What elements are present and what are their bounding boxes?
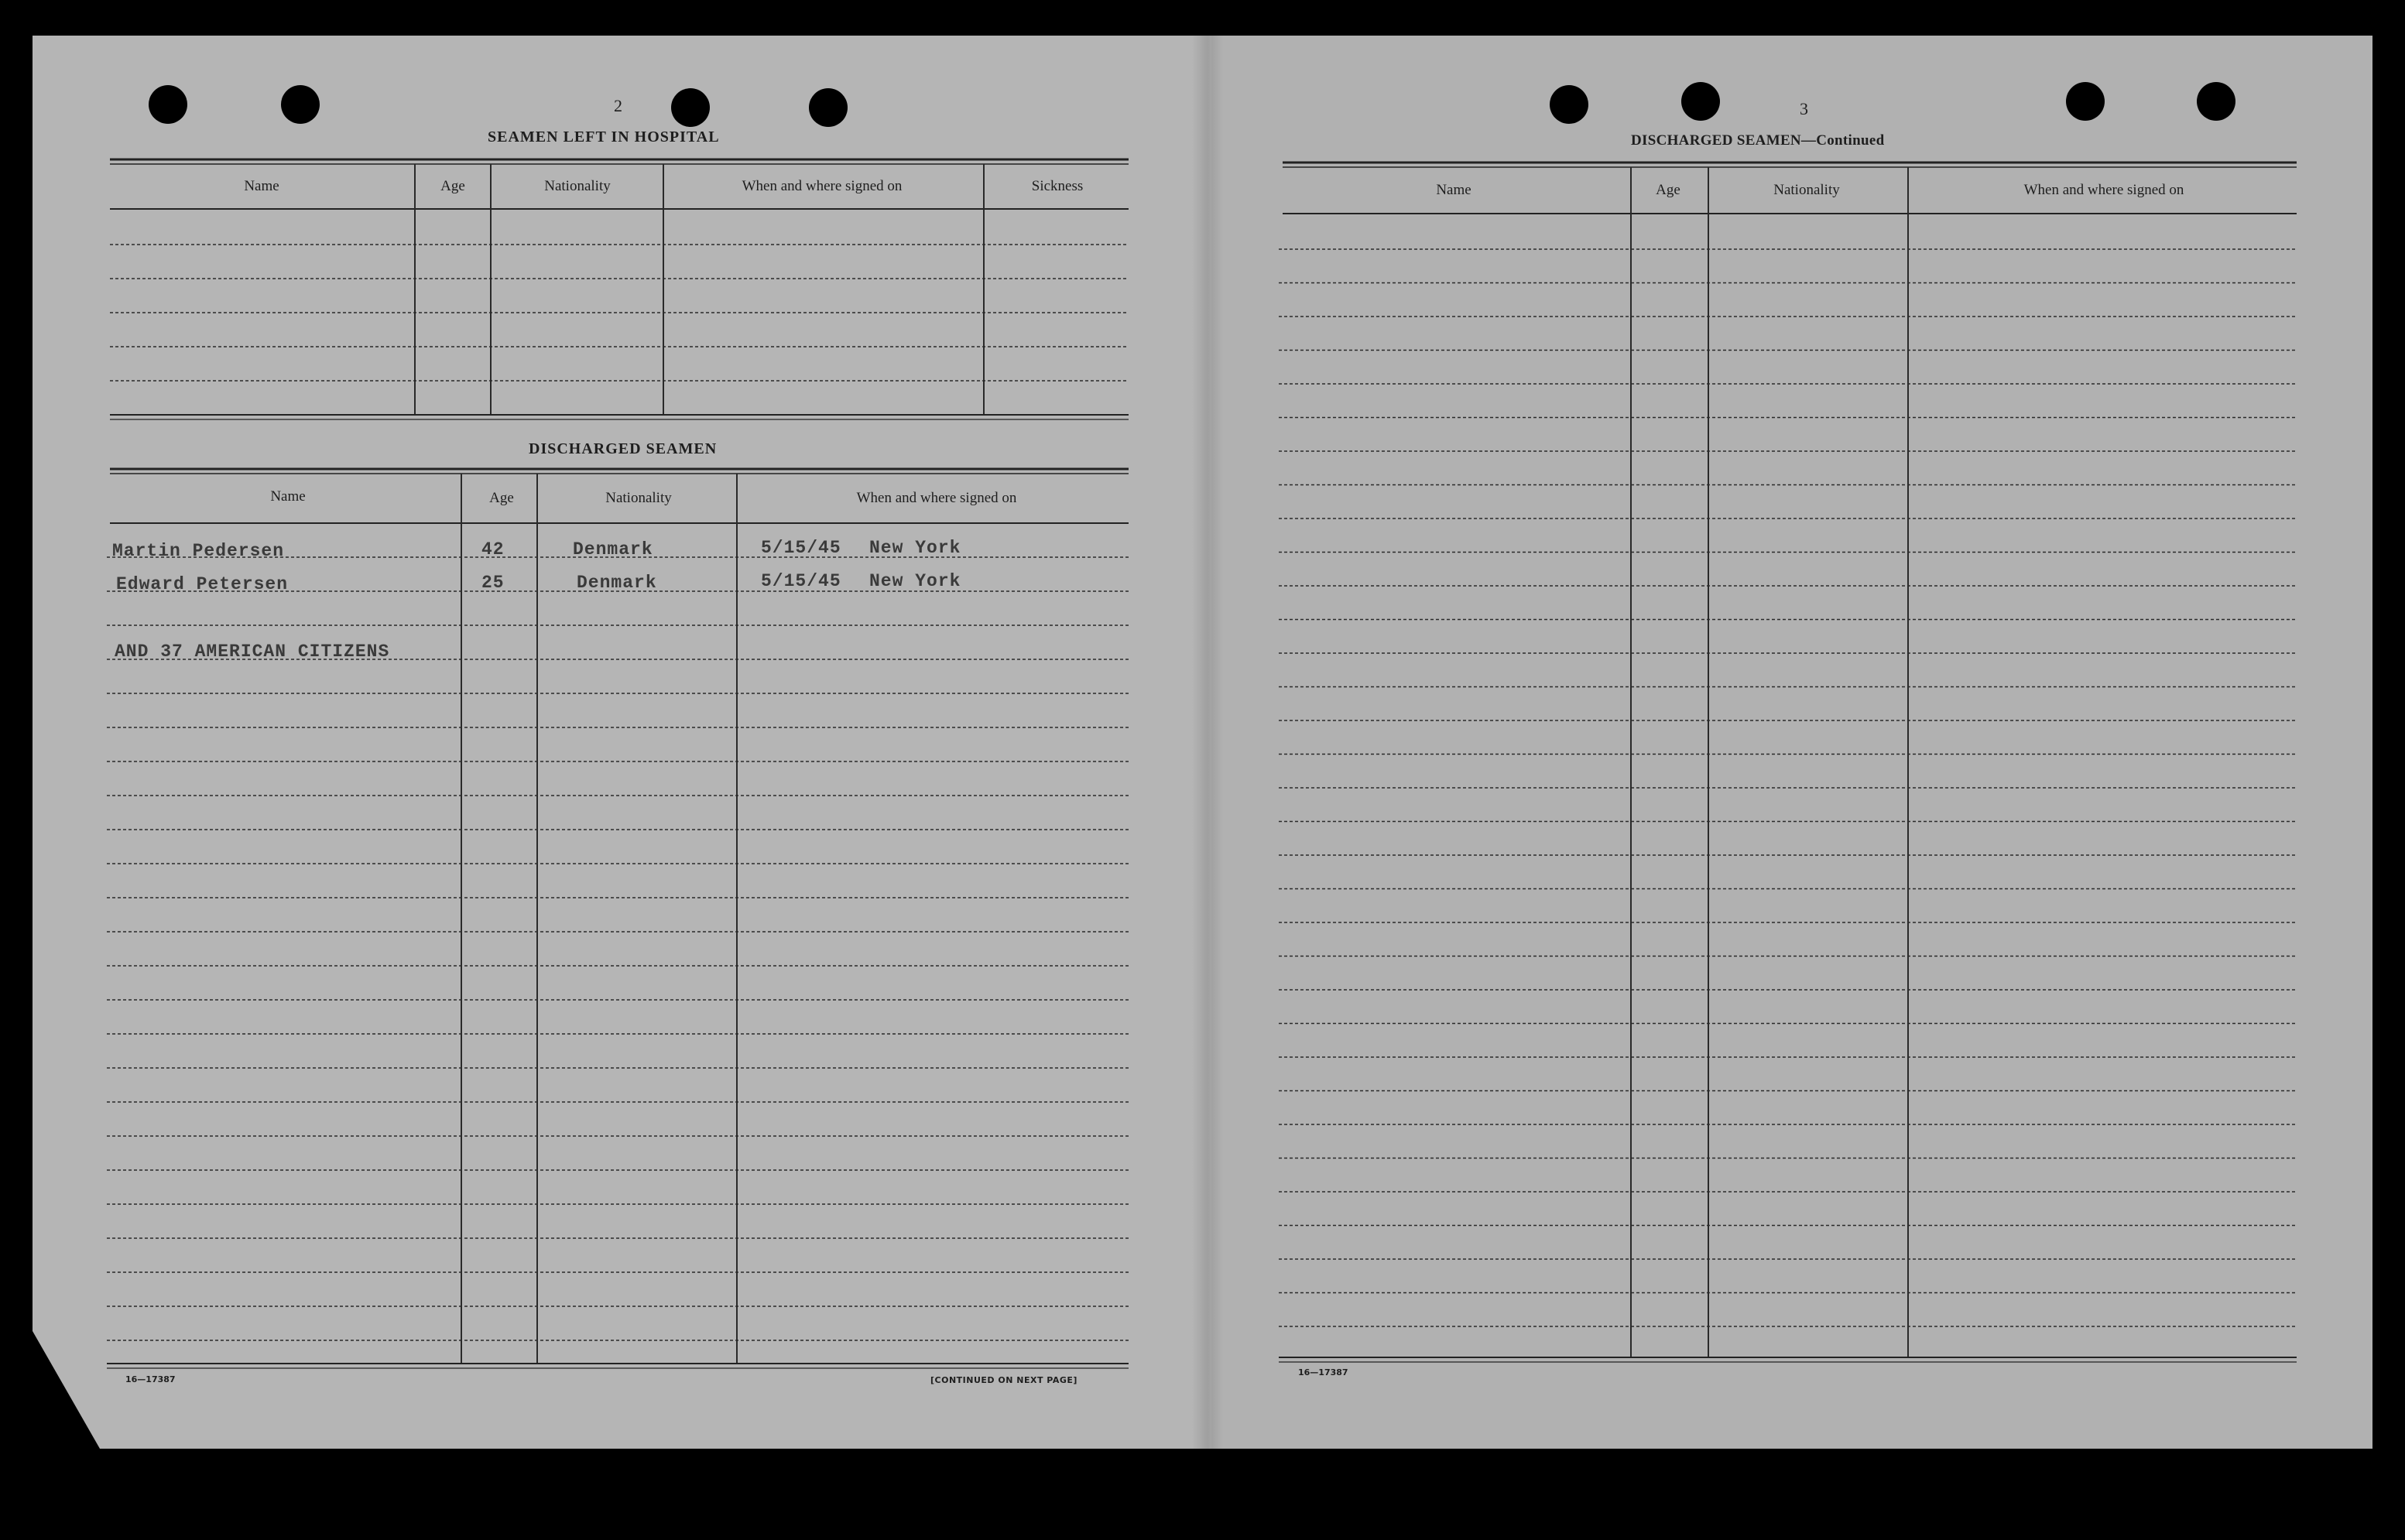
form-number: 16—17387: [1298, 1367, 1348, 1377]
discharged-section-title: DISCHARGED SEAMEN: [529, 440, 718, 457]
column-header: Age: [440, 178, 465, 194]
column-header: Nationality: [605, 490, 672, 506]
column-header: Nationality: [544, 178, 611, 194]
form-number: 16—17387: [125, 1374, 176, 1384]
signed-on-date: 5/15/45: [761, 571, 841, 591]
seaman-age: 42: [481, 539, 505, 560]
column-header: Name: [270, 488, 306, 505]
citizens-note: AND 37 AMERICAN CITIZENS: [115, 642, 390, 662]
seaman-name: Edward Petersen: [116, 574, 289, 594]
continued-note: [CONTINUED ON NEXT PAGE]: [930, 1375, 1077, 1385]
seaman-nationality: Denmark: [577, 573, 657, 593]
column-header: Age: [489, 490, 514, 506]
column-header: Sickness: [1031, 178, 1084, 194]
signed-on-date: 5/15/45: [761, 538, 841, 558]
discharged-continued-title: DISCHARGED SEAMEN—Continued: [1631, 132, 1885, 149]
column-header: When and where signed on: [742, 178, 903, 194]
column-header: Name: [244, 178, 279, 194]
page-number: 2: [614, 96, 622, 115]
column-header: When and where signed on: [2023, 182, 2184, 198]
signed-on-place: New York: [869, 538, 961, 558]
seaman-name: Martin Pedersen: [112, 541, 285, 561]
seaman-age: 25: [481, 573, 505, 593]
page-number: 3: [1800, 99, 1808, 118]
signed-on-place: New York: [869, 571, 961, 591]
hospital-section-title: SEAMEN LEFT IN HOSPITAL: [488, 128, 720, 145]
column-header: When and where signed on: [856, 490, 1017, 506]
column-header: Age: [1656, 182, 1680, 198]
seaman-nationality: Denmark: [573, 539, 653, 560]
column-header: Name: [1436, 182, 1471, 198]
column-header: Nationality: [1773, 182, 1840, 198]
